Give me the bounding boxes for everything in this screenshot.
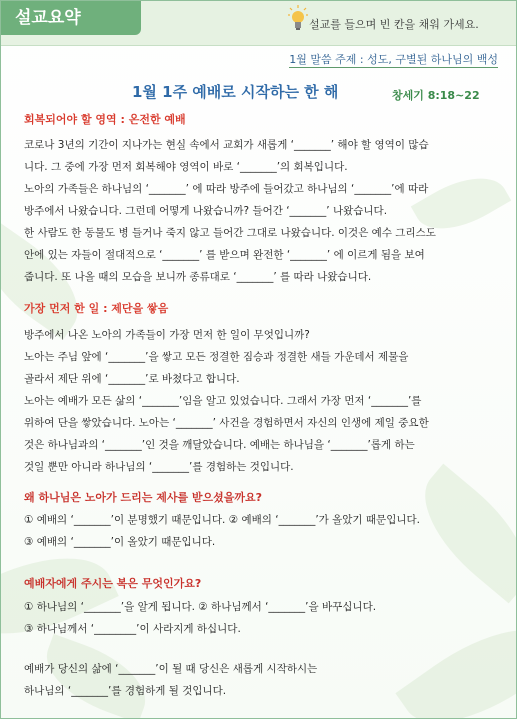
text-line: 방주에서 나온 노아의 가족들이 가장 먼저 한 일이 무엇입니까?: [24, 329, 310, 341]
question-heading: 왜 하나님은 노아가 드리는 제사를 받으셨을까요?: [24, 491, 263, 504]
text-line: 골라서 제단 위에 ‘_______’로 바쳤다고 합니다.: [24, 373, 240, 385]
question-heading: 예배자에게 주시는 복은 무엇인가요?: [24, 577, 202, 590]
header-bar: [1, 1, 516, 46]
text-line: ③ 예배의 ‘_______’이 올았기 때문입니다.: [24, 536, 216, 548]
text-line: 코로나 3년의 기간이 지나가는 현실 속에서 교회가 새롭게 ‘_______’ 해야 할 영역이 많습: [24, 139, 429, 151]
text-line: 줍니다. 또 나올 때의 모습을 보니까 종류대로 ‘_______’ 를 따라 나왔습니다.: [24, 271, 372, 283]
text-line: 것은 하나님과의 ‘_______’인 것을 깨달았습니다. 예배는 하나님을 ‘_______’롭게 하는: [24, 439, 415, 451]
text-line: 하나님의 ‘_______’를 경험하게 될 것입니다.: [24, 685, 227, 697]
section-heading: 가장 먼저 한 일 : 제단을 쌓음: [24, 302, 169, 315]
page-title: 설교요약: [1, 1, 141, 35]
text-line: ③ 하나님께서 ‘________’이 사라지게 하십니다.: [24, 623, 241, 635]
text-line: 노아는 주님 앞에 ‘_______’을 쌓고 모든 정결한 짐승과 정결한 새들 가운데서 제물을: [24, 351, 409, 363]
text-line: 것일 뿐만 아니라 하나님의 ‘_______’를 경험하는 것입니다.: [24, 461, 294, 473]
leaf-decoration: [35, 634, 157, 719]
text-line: 안에 있는 자들이 절대적으로 ‘_______’ 를 받으며 완전한 ‘_______’ 에 이르게 됨을 보여: [24, 249, 425, 261]
sermon-title: 1월 1주 예배로 시작하는 한 해: [132, 83, 339, 101]
text-line: ① 예배의 ‘_______’이 분명했기 때문입니다. ② 예배의 ‘_______’가 올았기 때문입니다.: [24, 514, 420, 526]
scripture-reference: 창세기 8:18~22: [392, 89, 480, 102]
text-line: 위하여 단을 쌓았습니다. 노아는 ‘_______’ 사건을 경험하면서 자신의 인생에 제일 중요한: [24, 417, 429, 429]
text-line: 노아의 가족들은 하나님의 ‘_______’ 에 따라 방주에 들어갔고 하나님의 ‘_______’에 따라: [24, 183, 429, 195]
text-line: 한 사람도 한 동물도 병 들거나 죽지 않고 들어간 그대로 나왔습니다. 이것은 예수 그리스도: [24, 227, 436, 239]
text-line: 노아는 예배가 모든 삶의 ‘_______’임을 알고 있었습니다. 그래서 가장 먼저 ‘_______’를: [24, 395, 422, 407]
lightbulb-icon: [288, 5, 308, 35]
text-line: ① 하나님의 ‘_______’을 알게 됩니다. ② 하나님께서 ‘_______’을 바꾸십니다.: [24, 601, 377, 613]
theme-label: 1월 말씀 주제 : 성도, 구별된 하나님의 백성: [289, 53, 498, 66]
monthly-theme: [289, 51, 498, 68]
leaf-decoration: [401, 464, 517, 604]
leaf-decoration: [395, 601, 517, 719]
tagline: 설교를 들으며 빈 칸을 채워 가세요.: [309, 18, 479, 31]
text-line: 방주에서 나왔습니다. 그런데 어떻게 나왔습니까? 들어간 ‘_______’ 나왔습니다.: [24, 205, 388, 217]
section-heading: 회복되어야 할 영역 : 온전한 예배: [24, 113, 186, 126]
text-line: 예배가 당신의 삶에 ‘_______’이 될 때 당신은 새롭게 시작하시는: [24, 663, 318, 675]
text-line: 니다. 그 중에 가장 먼저 회복해야 영역이 바로 ‘_______’의 회복입니다.: [24, 161, 348, 173]
